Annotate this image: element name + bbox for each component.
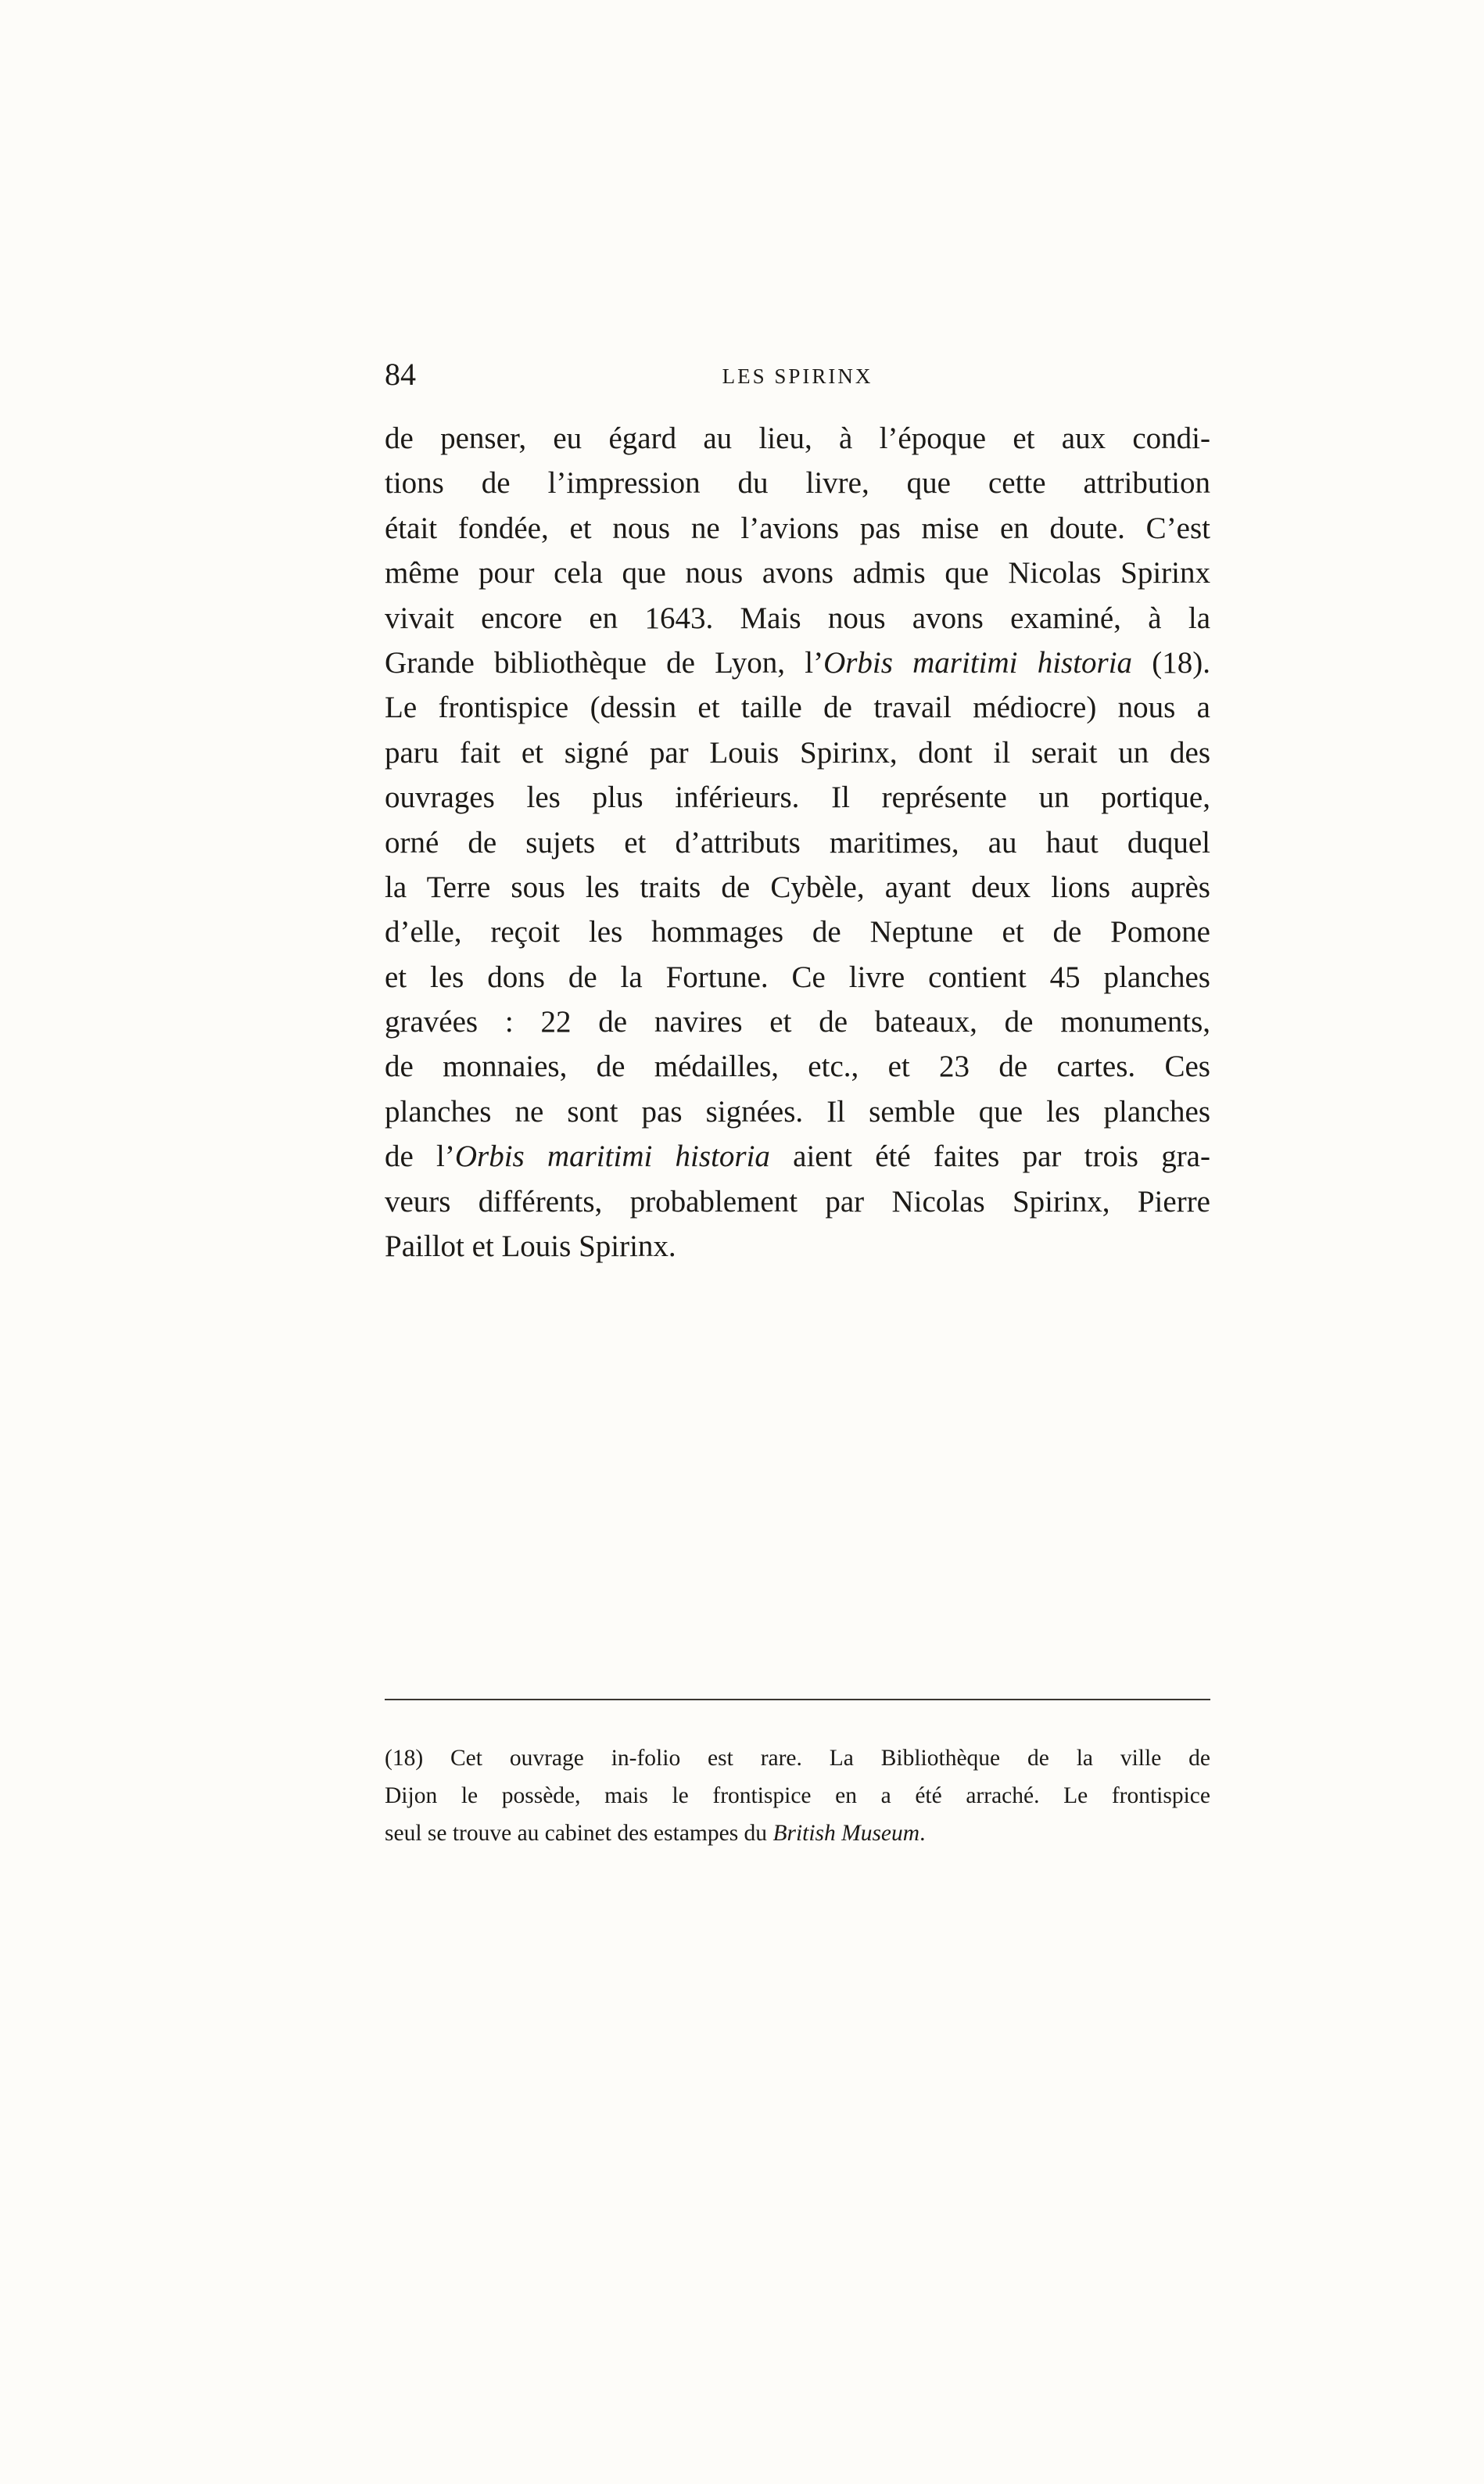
text-line: de penser, eu égard au lieu, à l’époque et aux condi- — [385, 422, 1210, 455]
text-line: Paillot et Louis Spirinx. — [385, 1229, 676, 1264]
text-line: planches ne sont pas signées. Il semble que les planches — [385, 1094, 1210, 1129]
footnote-reference: (18). — [1132, 645, 1210, 680]
page-number: 84 — [385, 357, 416, 392]
text-line: gravées : 22 de navires et de bateaux, de monuments, — [385, 1005, 1210, 1039]
running-title: LES SPIRINX — [722, 364, 873, 388]
footnote — [385, 1739, 1210, 1852]
text-segment: de l’ — [385, 1140, 455, 1174]
text-segment: aient été faites par trois gra- — [769, 1140, 1210, 1174]
text-line: et les dons de la Fortune. Ce livre contient 45 planches — [385, 960, 1210, 994]
text-segment: Grande bibliothèque de Lyon, l’ — [385, 645, 824, 680]
museum-name-italic: British Museum — [772, 1821, 920, 1846]
text-segment: . — [919, 1821, 926, 1846]
text-line: paru fait et signé par Louis Spirinx, dont il serait un des — [385, 735, 1210, 770]
text-line: orné de sujets et d’attributs maritimes, au haut duquel — [385, 825, 1210, 860]
footnote-separator — [385, 1699, 1210, 1700]
text-line: était fondée, et nous ne l’avions pas mise en doute. C’est — [385, 511, 1210, 545]
text-line: d’elle, reçoit les hommages de Neptune et de Pomone — [385, 915, 1210, 949]
footnote-line: (18) Cet ouvrage in-folio est rare. La Bibliothèque de la ville de — [385, 1746, 1210, 1771]
running-head — [385, 354, 1210, 396]
book-title-italic: Orbis maritimi historia — [454, 1140, 770, 1174]
footnote-line: Dijon le possède, mais le frontispice en a été arraché. Le frontispice — [385, 1783, 1210, 1808]
text-line: veurs différents, probablement par Nicolas Spirinx, Pierre — [385, 1184, 1210, 1219]
text-line: vivait encore en 1643. Mais nous avons examiné, à la — [385, 601, 1210, 635]
text-segment: seul se trouve au cabinet des estampes du — [385, 1821, 773, 1846]
text-line: ouvrages les plus inférieurs. Il représente un portique, — [385, 781, 1210, 815]
text-line — [385, 641, 1210, 685]
text-line — [385, 1134, 1210, 1179]
text-line: la Terre sous les traits de Cybèle, ayant deux lions auprès — [385, 870, 1210, 904]
text-line: tions de l’impression du livre, que cette attribution — [385, 466, 1210, 501]
text-line: même pour cela que nous avons admis que Nicolas Spirinx — [385, 556, 1210, 590]
text-line: de monnaies, de médailles, etc., et 23 de cartes. Ces — [385, 1050, 1210, 1084]
footnote-line — [385, 1815, 1210, 1852]
main-text — [385, 416, 1210, 1269]
text-line: Le frontispice (dessin et taille de travail médiocre) nous a — [385, 691, 1210, 725]
book-title-italic: Orbis maritimi historia — [823, 645, 1133, 680]
